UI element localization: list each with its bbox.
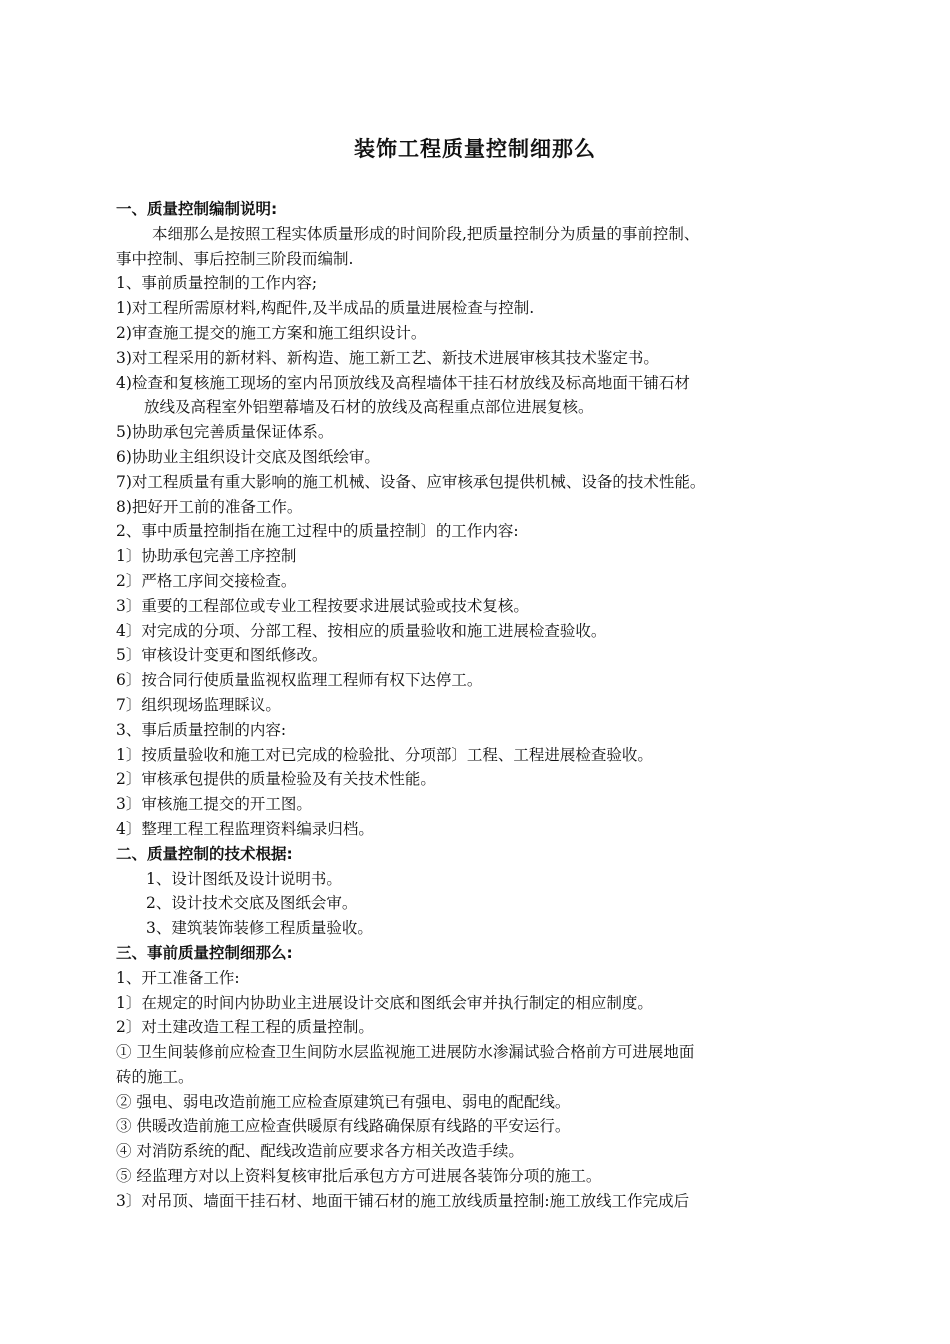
list-item: 1〕按质量验收和施工对已完成的检验批、分项部〕工程、工程进展检查验收。 [116,745,653,764]
list-item: ⑤ 经监理方对以上资料复核审批后承包方方可进展各装饰分项的施工。 [116,1167,602,1186]
list-item: 1、设计图纸及设计说明书。 [146,869,342,888]
list-item: ③ 供暖改造前施工应检查供暖原有线路确保原有线路的平安运行。 [116,1117,571,1136]
list-item-continuation: 砖的施工。 [116,1067,194,1086]
list-item: 2〕审核承包提供的质量检验及有关技术性能。 [116,770,436,789]
list-item: ④ 对消防系统的配、配线改造前应要求各方相关改造手续。 [116,1142,524,1161]
subsection-heading: 1、开工准备工作: [116,968,240,987]
subsection-heading: 3、事后质量控制的内容: [116,720,287,739]
list-item: 2〕严格工序间交接检查。 [116,571,297,590]
section-heading: 一、质量控制编制说明: [116,200,278,218]
list-item: 4)检查和复核施工现场的室内吊顶放线及高程墙体干挂石材放线及标高地面干铺石材 [116,373,690,392]
list-item: ① 卫生间装修前应检查卫生间防水层监视施工进展防水渗漏试验合格前方可进展地面 [116,1043,695,1062]
list-item: ② 强电、弱电改造前施工应检查原建筑已有强电、弱电的配配线。 [116,1092,571,1111]
list-item: 5)协助承包完善质量保证体系。 [116,423,334,442]
list-item: 8)把好开工前的准备工作。 [116,497,303,516]
list-item-continuation: 放线及高程室外铝塑幕墙及石材的放线及高程重点部位进展复核。 [144,398,594,417]
list-item: 5〕审核设计变更和图纸修改。 [116,646,328,665]
list-item: 7)对工程质量有重大影响的施工机械、设备、应审核承包提供机械、设备的技术性能。 [116,472,706,491]
section-heading: 二、质量控制的技术根据: [116,844,293,863]
list-item: 1)对工程所需原材料,构配件,及半成品的质量进展检查与控制. [116,299,535,318]
list-item: 3、建筑装饰装修工程质量验收。 [146,919,373,938]
paragraph-line: 事中控制、事后控制三阶段而编制. [116,249,354,268]
subsection-heading: 1、事前质量控制的工作内容; [116,274,318,293]
list-item: 6)协助业主组织设计交底及图纸绘审。 [116,447,380,466]
list-item: 4〕对完成的分项、分部工程、按相应的质量验收和施工进展检查验收。 [116,621,607,640]
list-item: 4〕整理工程工程监理资料编录归档。 [116,819,374,838]
list-item: 3〕对吊顶、墙面干挂石材、地面干铺石材的施工放线质量控制:施工放线工作完成后 [116,1191,690,1210]
document-title: 装饰工程质量控制细那么 [354,137,596,161]
list-item: 2、设计技术交底及图纸会审。 [146,894,358,913]
list-item: 1〕协助承包完善工序控制 [116,547,297,566]
document-body [116,197,840,1214]
list-item: 2)审查施工提交的施工方案和施工组织设计。 [116,323,427,342]
list-item: 3〕审核施工提交的开工图。 [116,795,312,814]
section-heading: 三、事前质量控制细那么: [116,943,293,962]
list-item: 2〕对土建改造工程工程的质量控制。 [116,1018,374,1037]
list-item: 1〕在规定的时间内协助业主进展设计交底和图纸会审并执行制定的相应制度。 [116,993,653,1012]
list-item: 7〕组织现场监理睬议。 [116,695,281,714]
list-item: 6〕按合同行使质量监视权监理工程师有权下达停工。 [116,671,483,690]
list-item: 3)对工程采用的新材料、新构造、施工新工艺、新技术进展审核其技术鉴定书。 [116,348,659,367]
paragraph-line: 本细那么是按照工程实体质量形成的时间阶段,把质量控制分为质量的事前控制、 [152,224,700,243]
subsection-heading: 2、事中质量控制指在施工过程中的质量控制〕的工作内容: [116,522,519,541]
list-item: 3〕重要的工程部位或专业工程按要求进展试验或技术复核。 [116,596,529,615]
